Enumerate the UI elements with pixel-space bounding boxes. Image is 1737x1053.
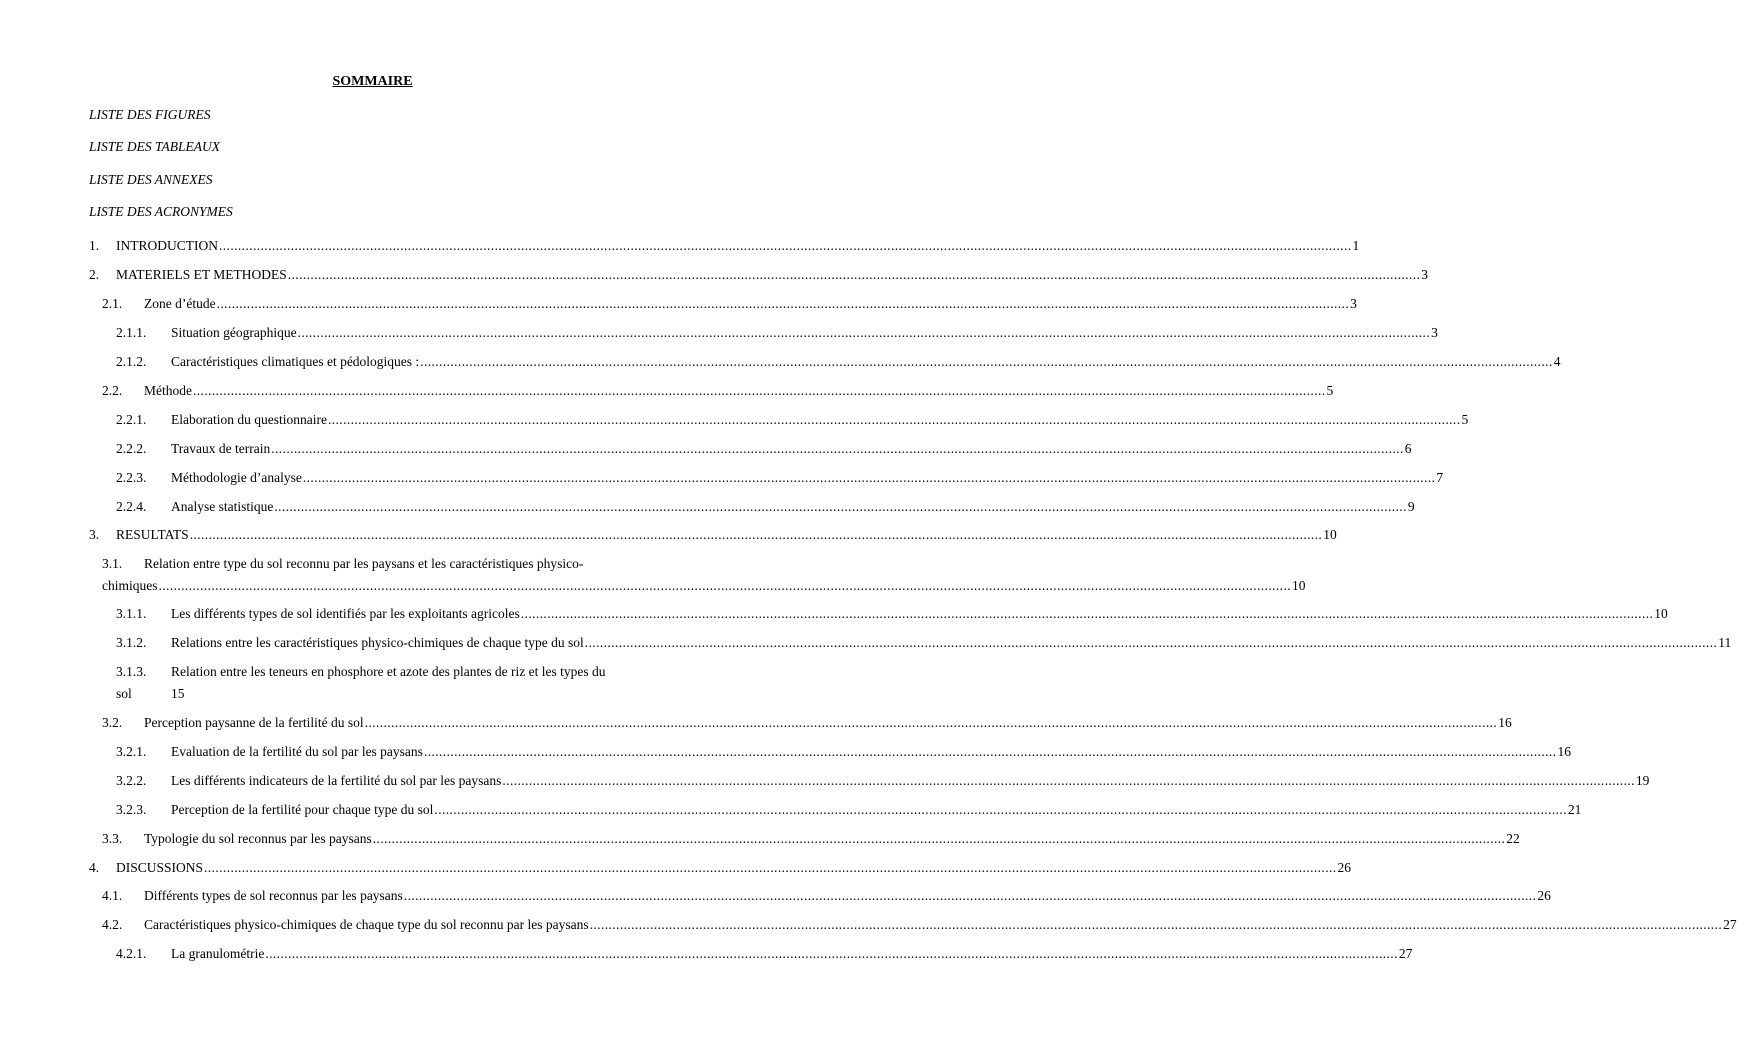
toc-entry-page: 16	[1557, 744, 1571, 759]
toc-leader-dots: ............................................................................................................................................................................................................................................................................................................	[420, 354, 1553, 369]
toc-leader-dots: ............................................................................................................................................................................................................................................................................................................	[189, 527, 1323, 542]
toc-entry[interactable]	[89, 525, 1337, 545]
toc-entry-page: 26	[1537, 888, 1551, 903]
toc-entry-title: Les différents indicateurs de la fertilité du sol par les paysans	[171, 773, 502, 788]
toc-entry-number: 3.2.3.	[116, 802, 147, 817]
toc-entry-number: 2.2.	[102, 383, 123, 398]
toc-entry[interactable]	[89, 265, 1428, 285]
toc-entry[interactable]	[116, 323, 1438, 343]
toc-entry-page: 11	[1718, 635, 1732, 650]
toc-leader-dots: ............................................................................................................................................................................................................................................................................................................	[287, 267, 1421, 282]
toc-leader-dots: ............................................................................................................................................................................................................................................................................................................	[502, 773, 1635, 788]
toc-entry[interactable]	[116, 633, 1732, 653]
toc-entry[interactable]	[116, 742, 1571, 762]
toc-entry-number: 2.	[89, 267, 100, 282]
toc-entry-title: Caractéristiques climatiques et pédologiques :	[171, 354, 420, 369]
toc-leader-dots: ............................................................................................................................................................................................................................................................................................................	[584, 635, 1718, 650]
toc-entry-title: Evaluation de la fertilité du sol par les paysans	[171, 744, 423, 759]
toc-entry[interactable]	[89, 236, 1360, 256]
toc-entry-number: 3.	[89, 527, 100, 542]
toc-entry[interactable]	[102, 829, 1520, 849]
toc-entry-number: 2.1.1.	[116, 325, 147, 340]
toc-entry-number: 2.2.3.	[116, 470, 147, 485]
list-annexes: LISTE DES ANNEXES	[89, 172, 213, 187]
toc-leader-dots: ............................................................................................................................................................................................................................................................................................................	[193, 383, 1326, 398]
toc-entry-page: 1	[1352, 238, 1360, 253]
toc-entry-page: 7	[1436, 470, 1444, 485]
toc-entry-title: Les différents types de sol identifiés par les exploitants agricoles	[171, 606, 520, 621]
toc-leader-dots: ............................................................................................................................................................................................................................................................................................................	[434, 802, 1567, 817]
toc-entry-page: 10	[1654, 606, 1668, 621]
toc-entry-page: 6	[1404, 441, 1412, 456]
toc-entry-page: 4	[1553, 354, 1561, 369]
toc-entry-number: 4.1.	[102, 888, 123, 903]
toc-entry-page: 5	[1326, 383, 1334, 398]
toc-leader-dots: ............................................................................................................................................................................................................................................................................................................	[219, 238, 1352, 253]
toc-entry-title-cont: sol	[116, 686, 132, 701]
toc-entry[interactable]	[102, 915, 1737, 935]
toc-entry-number: 3.2.	[102, 715, 123, 730]
toc-entry[interactable]	[116, 410, 1469, 430]
toc-entry[interactable]	[102, 381, 1334, 401]
toc-entry-page: 5	[1461, 412, 1469, 427]
toc-leader-dots: ............................................................................................................................................................................................................................................................................................................	[423, 744, 1557, 759]
toc-entry-title: INTRODUCTION	[116, 238, 218, 253]
toc-entry-number: 2.2.4.	[116, 499, 147, 514]
toc-entry-title: Analyse statistique	[171, 499, 274, 514]
toc-leader-dots: ............................................................................................................................................................................................................................................................................................................	[520, 606, 1654, 621]
toc-entry-title: Relations entre les caractéristiques physico-chimiques de chaque type du sol	[171, 635, 584, 650]
toc-entry-page: 22	[1506, 831, 1520, 846]
toc-entry-number: 4.2.1.	[116, 946, 147, 961]
toc-entry-title: La granulométrie	[171, 946, 265, 961]
toc-leader-dots: ............................................................................................................................................................................................................................................................................................................	[403, 888, 1537, 903]
list-tables: LISTE DES TABLEAUX	[89, 139, 220, 154]
toc-entry-title: Situation géographique	[171, 325, 297, 340]
toc-leader-dots: ............................................................................................................................................................................................................................................................................................................	[589, 917, 1723, 932]
toc-entry-title: MATERIELS ET METHODES	[116, 267, 287, 282]
toc-entry-title: Différents types de sol reconnus par les paysans	[144, 888, 403, 903]
toc-entry-title: Travaux de terrain	[171, 441, 271, 456]
toc-entry-number: 1.	[89, 238, 100, 253]
toc-entry-page: 21	[1567, 802, 1582, 817]
toc-entry-title: Méthode	[144, 383, 192, 398]
list-figures: LISTE DES FIGURES	[89, 107, 211, 122]
toc-entry[interactable]	[116, 771, 1650, 791]
toc-entry-title: Relation entre les teneurs en phosphore et azote des plantes de riz et les types du	[171, 664, 606, 679]
toc-entry-page: 10	[1323, 527, 1337, 542]
toc-entry-title: Typologie du sol reconnus par les paysans	[144, 831, 372, 846]
toc-leader-dots: ............................................................................................................................................................................................................................................................................................................	[302, 470, 1436, 485]
toc-entry[interactable]	[116, 604, 1668, 624]
toc-entry-title: Elaboration du questionnaire	[171, 412, 327, 427]
toc-entry-continuation[interactable]	[102, 576, 1306, 596]
toc-entry-title: Perception paysanne de la fertilité du sol	[144, 715, 364, 730]
toc-entry[interactable]	[116, 468, 1444, 488]
toc-entry[interactable]	[116, 800, 1582, 820]
toc-entry-page: 9	[1407, 499, 1415, 514]
toc-entry[interactable]	[102, 886, 1551, 906]
toc-entry[interactable]	[116, 944, 1413, 964]
toc-leader-dots: ............................................................................................................................................................................................................................................................................................................	[216, 296, 1350, 311]
toc-entry-page: 27	[1398, 946, 1413, 961]
toc-entry-page: 19	[1635, 773, 1650, 788]
list-acronyms: LISTE DES ACRONYMES	[89, 204, 233, 219]
toc-entry-number: 3.1.1.	[116, 606, 147, 621]
toc-entry[interactable]	[116, 497, 1415, 517]
toc-entry[interactable]	[89, 858, 1352, 878]
toc-leader-dots: ............................................................................................................................................................................................................................................................................................................	[204, 860, 1337, 875]
toc-leader-dots: ............................................................................................................................................................................................................................................................................................................	[297, 325, 1431, 340]
toc-entry-page: 3	[1431, 325, 1438, 340]
toc-entry-number: 3.3.	[102, 831, 123, 846]
toc-entry-page: 15	[171, 686, 185, 701]
toc-entry-title: DISCUSSIONS	[116, 860, 204, 875]
toc-entry-page: 3	[1421, 267, 1428, 282]
toc-entry[interactable]	[116, 352, 1561, 372]
toc-entry[interactable]	[116, 662, 655, 682]
toc-leader-dots: ............................................................................................................................................................................................................................................................................................................	[265, 946, 1398, 961]
toc-leader-dots: ............................................................................................................................................................................................................................................................................................................	[372, 831, 1506, 846]
toc-entry-number: 2.2.2.	[116, 441, 147, 456]
toc-entry-number: 2.1.2.	[116, 354, 147, 369]
toc-entry[interactable]	[116, 439, 1412, 459]
toc-entry[interactable]	[102, 713, 1512, 733]
toc-leader-dots: ............................................................................................................................................................................................................................................................................................................	[158, 578, 1291, 593]
toc-leader-dots: ............................................................................................................................................................................................................................................................................................................	[271, 441, 1404, 456]
toc-entry-title: Caractéristiques physico-chimiques de chaque type du sol reconnu par les paysans	[144, 917, 589, 932]
toc-entry-number: 3.2.1.	[116, 744, 147, 759]
toc-leader-dots: ............................................................................................................................................................................................................................................................................................................	[274, 499, 1407, 514]
toc-entry-number: 3.1.	[102, 556, 123, 571]
toc-leader-dots: ............................................................................................................................................................................................................................................................................................................	[327, 412, 1461, 427]
toc-entry[interactable]	[102, 294, 1357, 314]
toc-entry-number: 3.1.2.	[116, 635, 147, 650]
toc-leader-dots: ............................................................................................................................................................................................................................................................................................................	[364, 715, 1498, 730]
toc-entry-title-cont: chimiques	[102, 578, 158, 593]
toc-entry-page: 3	[1350, 296, 1357, 311]
toc-entry[interactable]	[102, 554, 655, 574]
toc-entry-number: 4.2.	[102, 917, 123, 932]
toc-entry-number: 3.1.3.	[116, 664, 147, 679]
toc-entry-number: 2.1.	[102, 296, 123, 311]
toc-entry-page: 26	[1337, 860, 1352, 875]
toc-entry-title: Perception de la fertilité pour chaque type du sol	[171, 802, 434, 817]
toc-entry-title: Zone d’étude	[144, 296, 216, 311]
toc-entry-number: 2.2.1.	[116, 412, 147, 427]
toc-entry-number: 4.	[89, 860, 100, 875]
toc-entry-page: 27	[1723, 917, 1737, 932]
toc-entry-title: RESULTATS	[116, 527, 189, 542]
toc-entry-title: Méthodologie d’analyse	[171, 470, 302, 485]
page-title: SOMMAIRE	[332, 74, 413, 89]
toc-entry-title: Relation entre type du sol reconnu par les paysans et les caractéristiques physico-	[144, 556, 584, 571]
toc-entry-page: 16	[1498, 715, 1512, 730]
toc-entry-number: 3.2.2.	[116, 773, 147, 788]
toc-entry-page: 10	[1292, 578, 1306, 593]
